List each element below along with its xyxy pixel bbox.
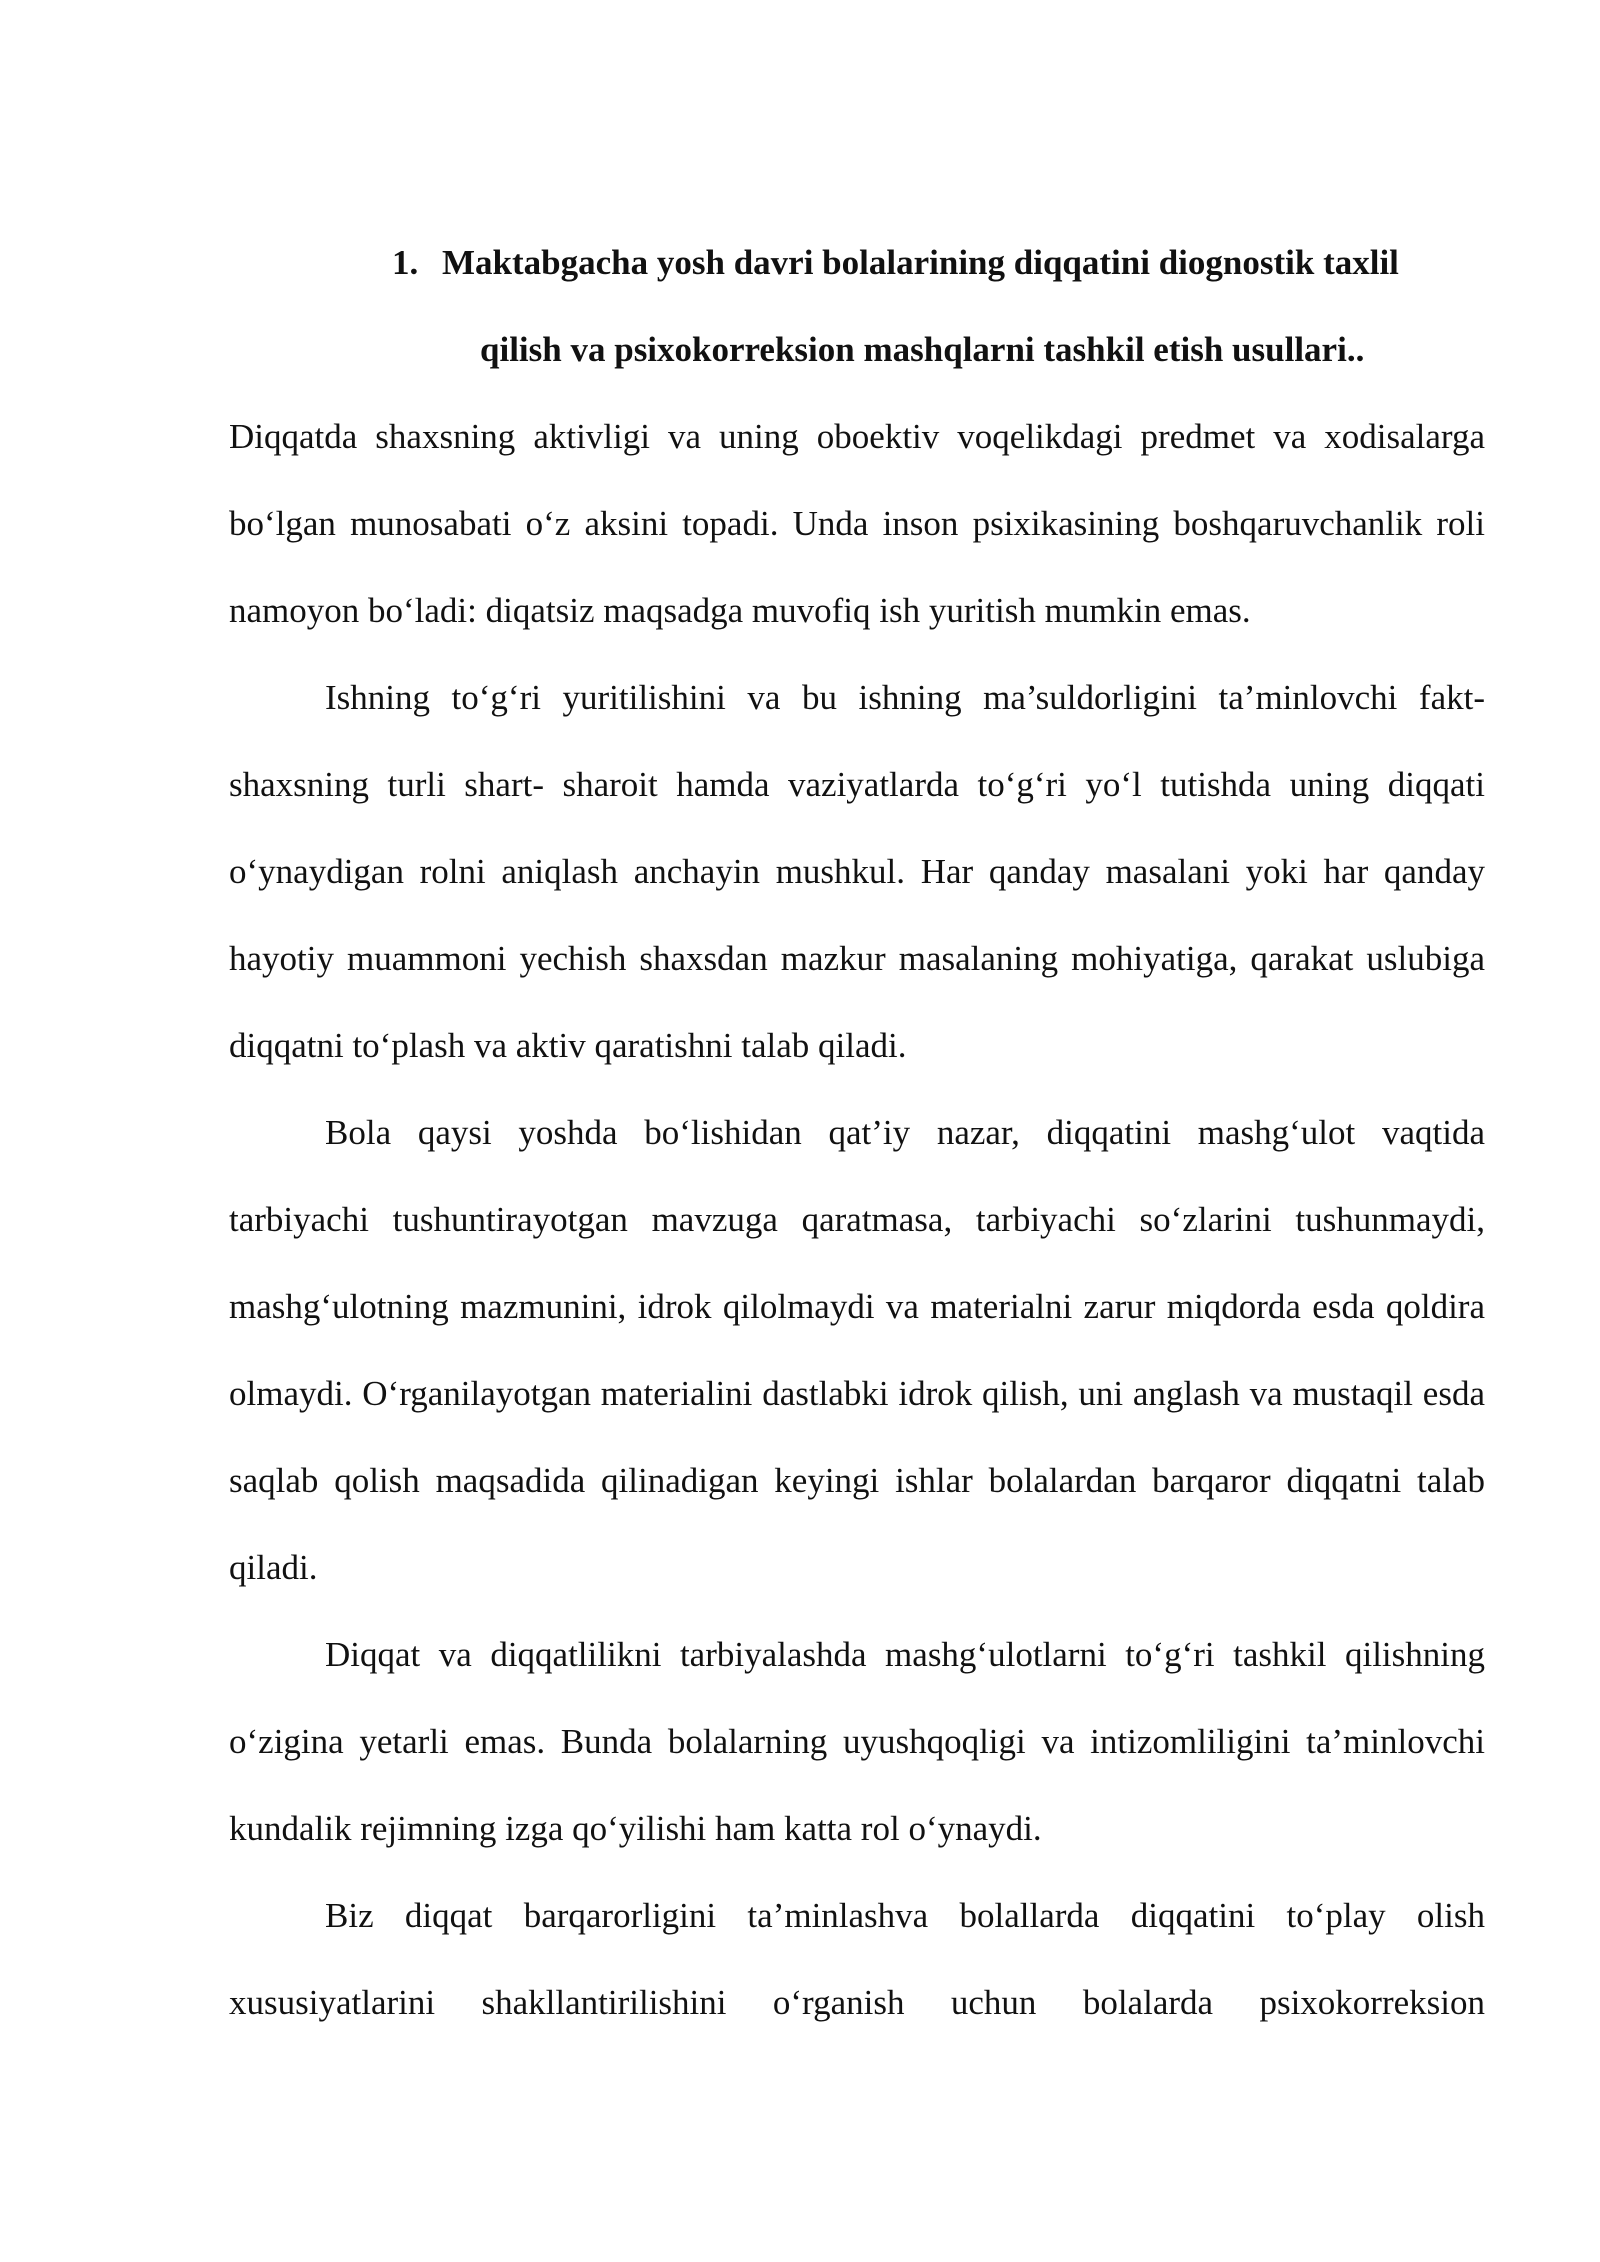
- heading-number: 1.: [392, 243, 419, 282]
- heading-line-2: qilish va psixokorreksion mashqlarni tashkil etish usullari..: [480, 330, 1365, 369]
- paragraph-4: Diqqat va diqqatlilikni tarbiyalashda mashg‘ulotlarni to‘g‘ri tashkil qilishning o‘zigina yetarli emas. Bunda bolalarning uyushqoqligi va intizomliligini ta’minlovchi kundalik rejimning izga qo‘yilishi ham katta rol o‘ynaydi.: [229, 1635, 1485, 1848]
- paragraph-1: Diqqatda shaxsning aktivligi va uning oboektiv voqelikdagi predmet va xodisalarga bo‘lgan munosabati o‘z aksini topadi. Unda inson psixikasining boshqaruvchanlik roli namoyon bo‘ladi: diqatsiz maqsadga muvofiq ish yuritish mumkin emas.: [229, 417, 1485, 630]
- paragraph-5: Biz diqqat barqarorligini ta’minlashva bolallarda diqqatini to‘play olish xususiyatlarini shakllantirilishini o‘rganish uchun bolalarda psixokorreksion: [229, 1896, 1485, 2022]
- body-text: [229, 393, 1485, 2046]
- heading-line-1: [300, 219, 1485, 306]
- section-heading: [300, 219, 1485, 393]
- paragraph-3: Bola qaysi yoshda bo‘lishidan qat’iy nazar, diqqatini mashg‘ulot vaqtida tarbiyachi tushuntirayotgan mavzuga qaratmasa, tarbiyachi so‘zlarini tushunmaydi, mashg‘ulotning mazmunini, idrok qilolmaydi va materialni zarur miqdorda esda qoldira olmaydi. O‘rganilayotgan materialini dastlabki idrok qilish, uni anglash va mustaqil esda saqlab qolish maqsadida qilinadigan keyingi ishlar bolalardan barqaror diqqatni talab qiladi.: [229, 1113, 1485, 1587]
- paragraph-2: Ishning to‘g‘ri yuritilishini va bu ishning ma’suldorligini ta’minlovchi fakt- shaxsning turli shart- sharoit hamda vaziyatlarda to‘g‘ri yo‘l tutishda uning diqqati o‘ynaydigan rolni aniqlash anchayin mushkul. Har qanday masalani yoki har qanday hayotiy muammoni yechish shaxsdan mazkur masalaning mohiyatiga, qarakat uslubiga diqqatni to‘plash va aktiv qaratishni talab qiladi.: [229, 678, 1485, 1065]
- heading-line-1-text: Maktabgacha yosh davri bolalarining diqqatini diognostik taxlil: [442, 243, 1399, 282]
